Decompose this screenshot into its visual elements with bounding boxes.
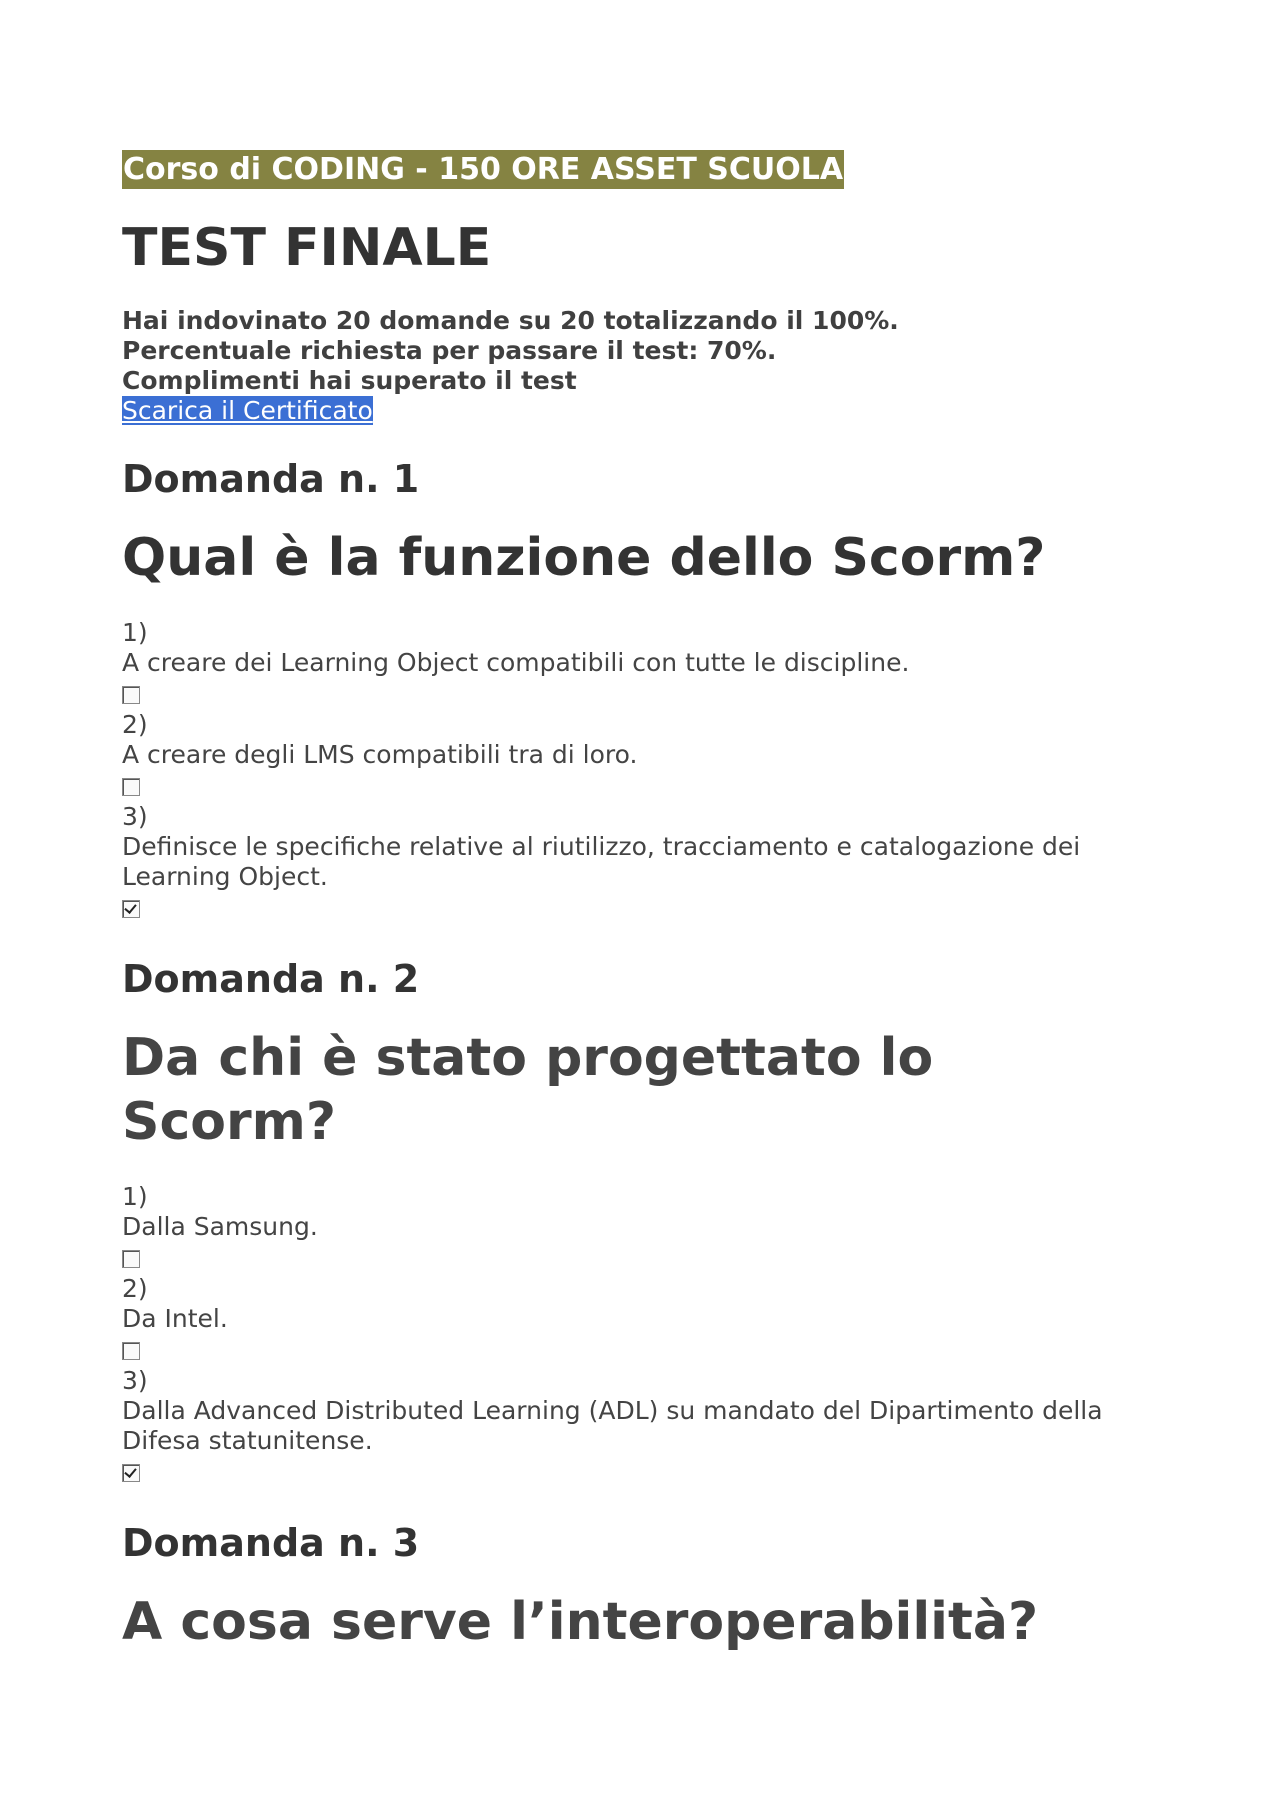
outcome-line: Complimenti hai superato il test (122, 366, 577, 395)
answer-checkbox[interactable] (122, 900, 140, 918)
question-3 (122, 1520, 1162, 1654)
answer-item (122, 618, 1162, 704)
answer-text: Dalla Samsung. (122, 1212, 318, 1241)
answer-item (122, 1274, 1162, 1360)
question-2 (122, 956, 1162, 1482)
question-text: Da chi è stato progettato lo Scorm? (122, 1028, 934, 1152)
course-title: Corso di CODING - 150 ORE ASSET SCUOLA (123, 152, 844, 187)
answer-index: 1) (122, 618, 148, 647)
answer-item (122, 1366, 1162, 1482)
answer-list (122, 1182, 1162, 1482)
answer-checkbox[interactable] (122, 1464, 140, 1482)
answer-index: 3) (122, 802, 148, 831)
question-number: Domanda n. 1 (122, 457, 420, 501)
answer-checkbox[interactable] (122, 778, 140, 796)
question-1 (122, 456, 1162, 918)
answer-item (122, 1182, 1162, 1268)
download-certificate-link[interactable]: Scarica il Certificato (122, 396, 373, 425)
answer-checkbox[interactable] (122, 1342, 140, 1360)
question-text: Qual è la funzione dello Scorm? (122, 528, 1046, 588)
answer-list (122, 618, 1162, 918)
answer-index: 2) (122, 710, 148, 739)
answer-item (122, 802, 1162, 918)
answer-index: 2) (122, 1274, 148, 1303)
test-result-page (122, 150, 1162, 1654)
answer-text: Definisce le specifiche relative al riutilizzo, tracciamento e catalogazione dei Learning Object. (122, 832, 1081, 891)
answer-index: 3) (122, 1366, 148, 1395)
answer-text: A creare degli LMS compatibili tra di loro. (122, 740, 638, 769)
test-title: TEST FINALE (122, 218, 492, 278)
answer-checkbox[interactable] (122, 1250, 140, 1268)
answer-text: A creare dei Learning Object compatibili con tutte le discipline. (122, 648, 910, 677)
result-line: Hai indovinato 20 domande su 20 totalizzando il 100%. (122, 306, 899, 335)
answer-checkbox[interactable] (122, 686, 140, 704)
question-text: A cosa serve l’interoperabilità? (122, 1592, 1039, 1652)
result-summary (122, 306, 1162, 426)
answer-index: 1) (122, 1182, 148, 1211)
answer-item (122, 710, 1162, 796)
answer-text: Da Intel. (122, 1304, 228, 1333)
answer-text: Dalla Advanced Distributed Learning (ADL) su mandato del Dipartimento della Difesa statunitense. (122, 1396, 1103, 1455)
question-number: Domanda n. 3 (122, 1521, 420, 1565)
required-percentage-line: Percentuale richiesta per passare il test: 70%. (122, 336, 777, 365)
question-number: Domanda n. 2 (122, 957, 420, 1001)
